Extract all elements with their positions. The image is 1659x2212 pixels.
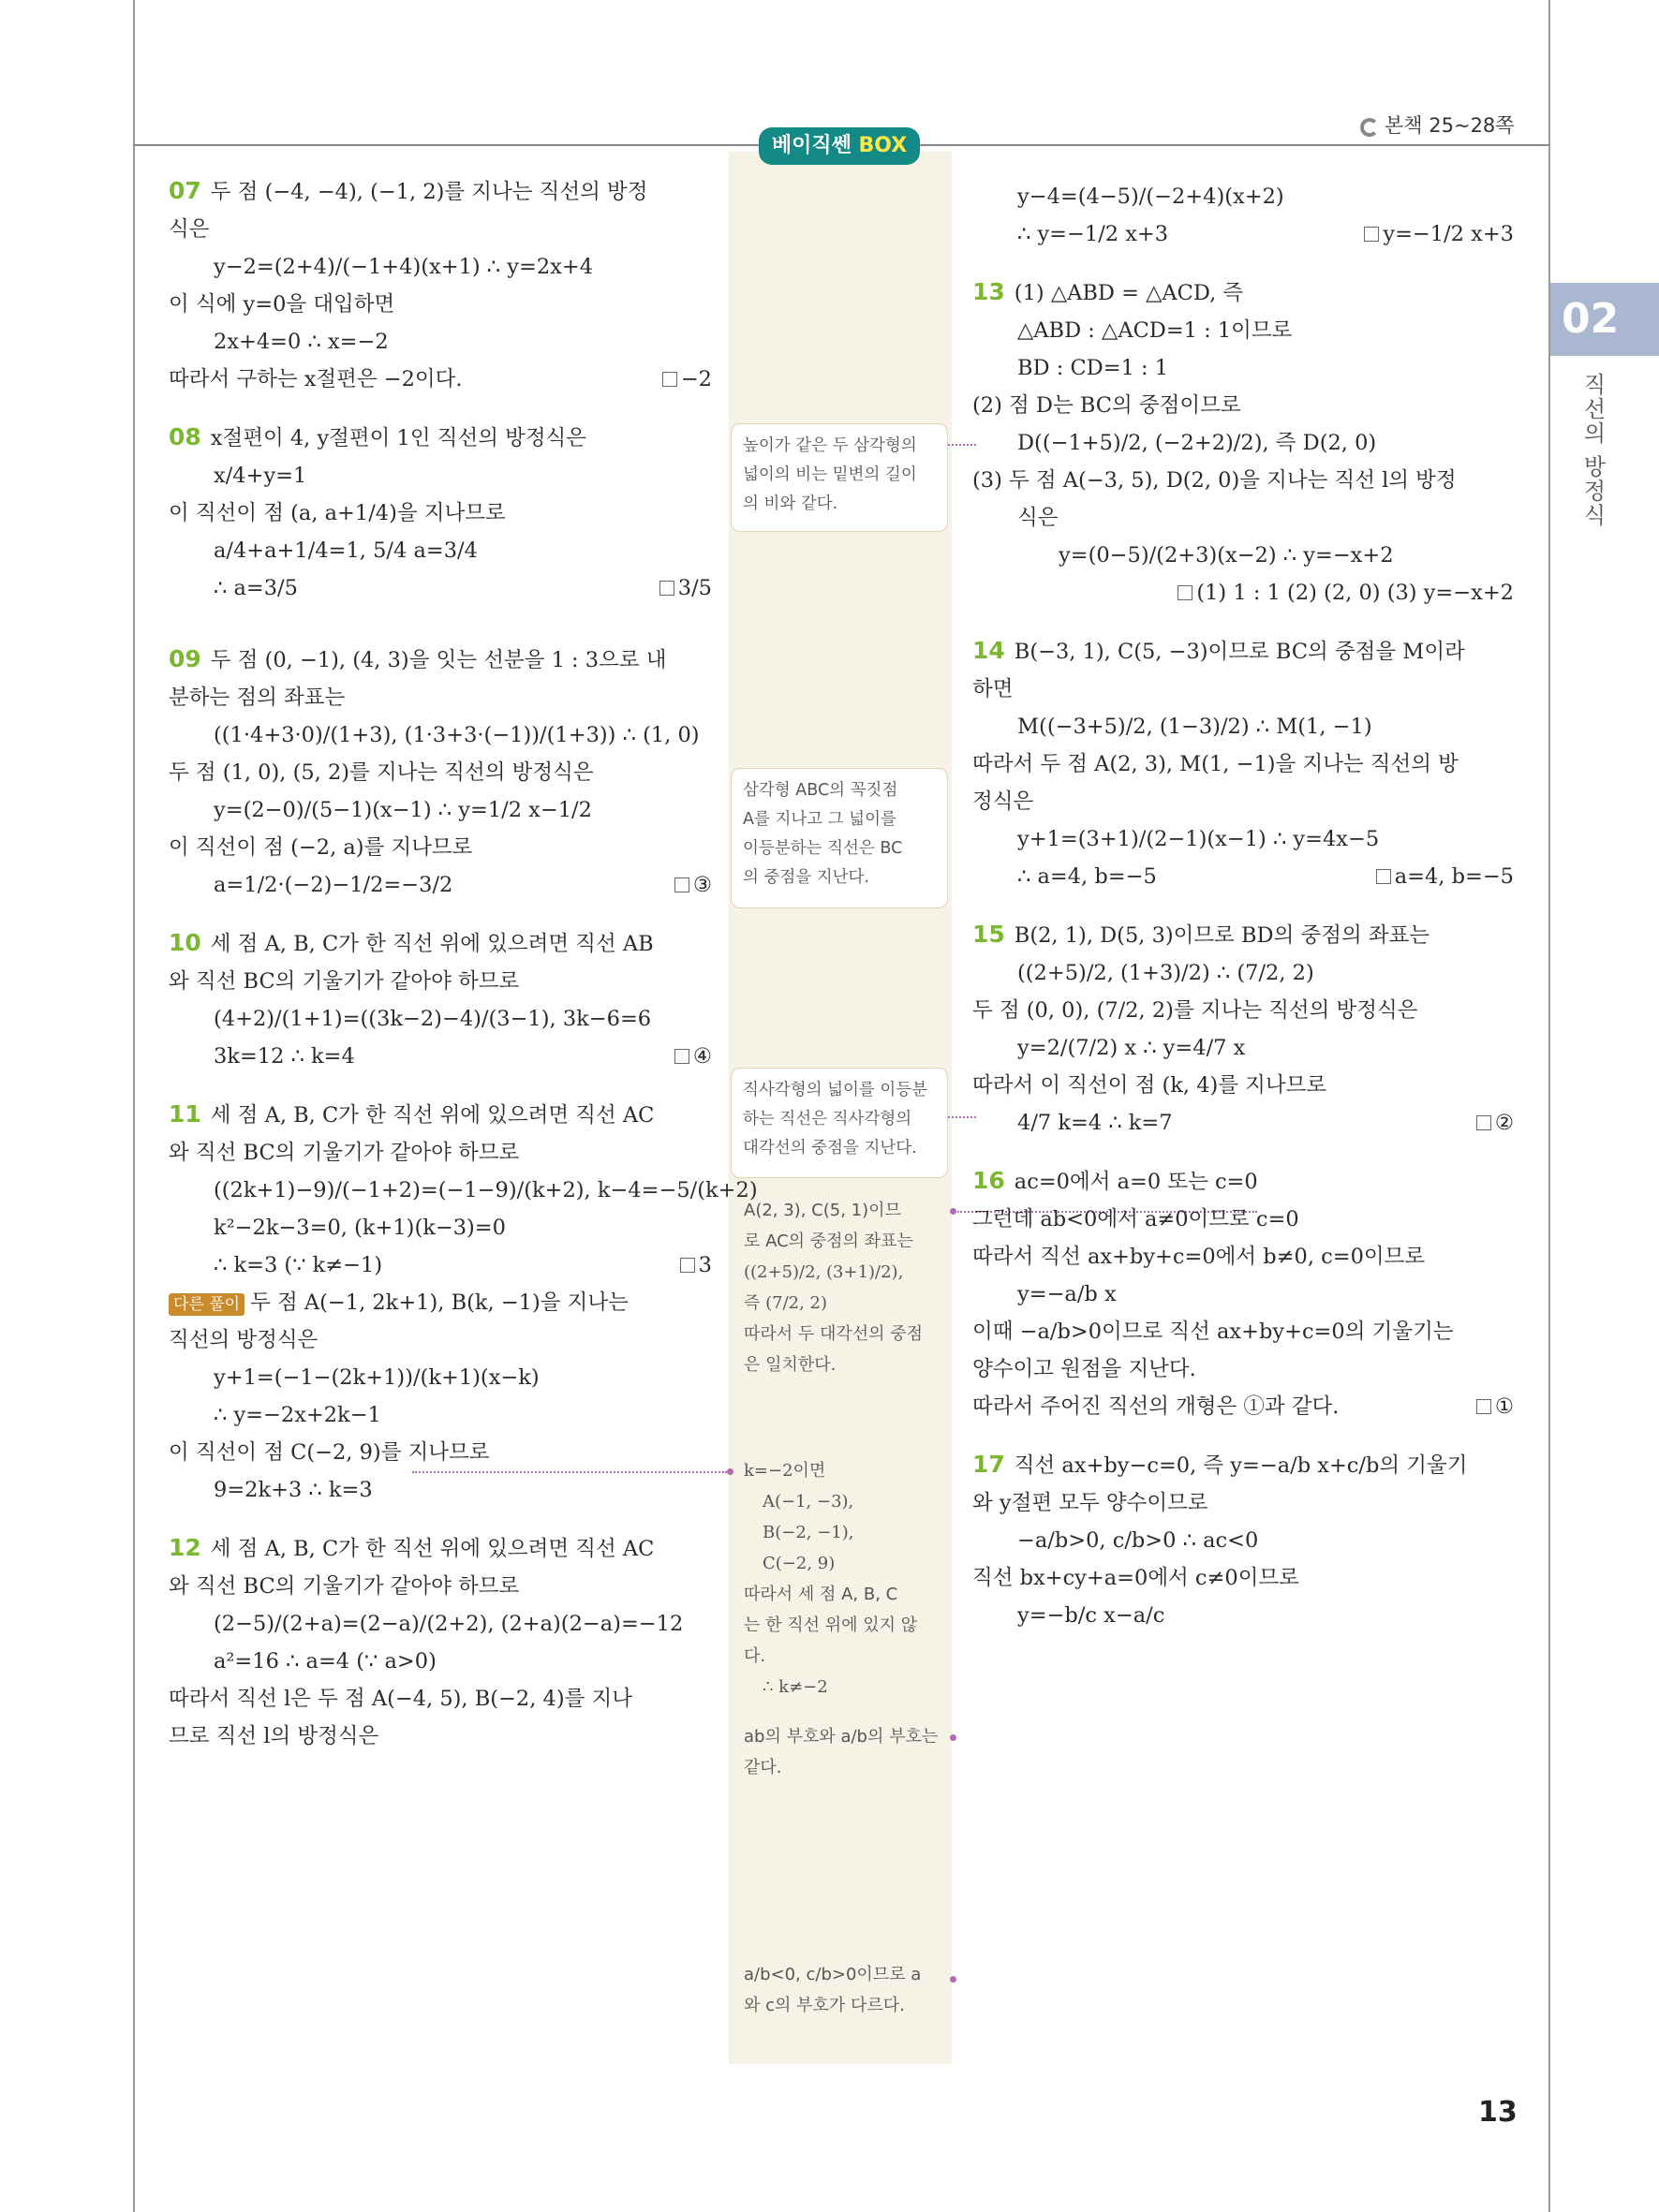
text-line: 정식은 bbox=[972, 789, 1034, 814]
text: a=1/2·(−2)−1/2=−3/2 bbox=[214, 873, 453, 897]
problem-17 bbox=[972, 1446, 1514, 1484]
math-line: ((2+5)/2, (1+3)/2) ∴ (7/2, 2) bbox=[1017, 961, 1314, 985]
text-line: 이 직선이 점 (−2, a)를 지나므로 bbox=[169, 835, 473, 860]
answer bbox=[1476, 1104, 1514, 1142]
note-line: ((2+5)/2, (3+1)/2), bbox=[744, 1262, 904, 1282]
book-ref-icon bbox=[1360, 118, 1379, 137]
text: ∴ y=−1/2 x+3 bbox=[1017, 222, 1169, 246]
problem-number: 15 bbox=[972, 921, 1005, 948]
math-line: y+1=(3+1)/(2−1)(x−1) ∴ y=4x−5 bbox=[1017, 827, 1380, 851]
math-line: y−2=(2+4)/(−1+4)(x+1) ∴ y=2x+4 bbox=[214, 255, 594, 279]
math-line: M((−3+5)/2, (1−3)/2) ∴ M(1, −1) bbox=[1017, 715, 1372, 739]
side-note-1 bbox=[731, 423, 948, 532]
problem-13 bbox=[972, 273, 1514, 312]
text-line: 이 직선이 점 C(−2, 9)를 지나므로 bbox=[169, 1440, 490, 1465]
note-line: A를 지나고 그 넓이를 bbox=[743, 810, 896, 829]
answer bbox=[662, 361, 712, 398]
problem-number: 14 bbox=[972, 637, 1005, 664]
text-line: 직선 ax+by−c=0, 즉 y=−a/b x+c/b의 기울기 bbox=[1014, 1453, 1468, 1478]
math-line: a²=16 ∴ a=4 (∵ a>0) bbox=[214, 1649, 437, 1674]
math-line bbox=[169, 1246, 712, 1284]
note-line: k=−2이면 bbox=[744, 1461, 826, 1481]
math-line bbox=[972, 858, 1514, 895]
text-line: 두 점 (0, −1), (4, 3)을 잇는 선분을 1 : 3으로 내 bbox=[210, 648, 667, 672]
text-line: 와 직선 BC의 기울기가 같아야 하므로 bbox=[169, 1141, 520, 1165]
side-note-6 bbox=[744, 1721, 944, 1783]
left-margin-line bbox=[133, 0, 135, 2212]
text-line: 따라서 직선 ax+by+c=0에서 b≠0, c=0이므로 bbox=[972, 1245, 1426, 1269]
note-line: a/b<0, c/b>0이므로 a bbox=[744, 1965, 922, 1984]
text-line: 세 점 A, B, C가 한 직선 위에 있으려면 직선 AB bbox=[210, 932, 654, 956]
problem-number: 09 bbox=[169, 645, 201, 672]
answer-icon bbox=[1178, 585, 1192, 600]
answer bbox=[674, 1038, 712, 1075]
text-line: (1) △ABD = △ACD, 즉 bbox=[1014, 281, 1244, 305]
text-line: 양수이고 원점을 지난다. bbox=[972, 1357, 1196, 1381]
chapter-tab: 02 bbox=[1550, 283, 1659, 356]
text: 두 점 A(−1, 2k+1), B(k, −1)을 지나는 bbox=[250, 1290, 629, 1315]
answer-icon bbox=[1476, 1115, 1491, 1130]
problem-14 bbox=[972, 632, 1514, 671]
math-line bbox=[169, 569, 712, 607]
problem-16 bbox=[972, 1162, 1514, 1201]
answer-value: ③ bbox=[692, 873, 712, 897]
note-line: 은 일치한다. bbox=[744, 1355, 837, 1375]
math-line: y=2/(7/2) x ∴ y=4/7 x bbox=[1017, 1036, 1246, 1060]
text-line: 분하는 점의 좌표는 bbox=[169, 686, 346, 710]
note-line: 와 c의 부호가 다르다. bbox=[744, 1996, 905, 2015]
answer-icon bbox=[680, 1258, 695, 1273]
connector-dot bbox=[727, 1468, 733, 1475]
answer bbox=[1178, 574, 1514, 612]
text-line: 므로 직선 l의 방정식은 bbox=[169, 1724, 379, 1748]
alt-solution-tag: 다른 풀이 bbox=[169, 1293, 244, 1316]
answer-icon bbox=[1364, 227, 1379, 242]
problem-11 bbox=[169, 1096, 712, 1134]
side-note-2 bbox=[731, 768, 948, 908]
text-line: 와 y절편 모두 양수이므로 bbox=[972, 1491, 1208, 1515]
answer-icon bbox=[674, 1049, 689, 1064]
right-column bbox=[972, 178, 1514, 1634]
math-line: a/4+a+1/4=1, 5/4 a=3/4 bbox=[214, 538, 478, 563]
problem-08 bbox=[169, 419, 712, 457]
text: 4/7 k=4 ∴ k=7 bbox=[1017, 1111, 1173, 1135]
answer-icon bbox=[662, 372, 677, 387]
answer-icon bbox=[674, 877, 689, 892]
math-line bbox=[169, 866, 712, 904]
problem-number: 10 bbox=[169, 929, 201, 956]
answer bbox=[1476, 1388, 1514, 1425]
problem-09 bbox=[169, 641, 712, 679]
problem-12 bbox=[169, 1529, 712, 1568]
math-line: BD : CD=1 : 1 bbox=[1017, 356, 1169, 380]
answer-value: a=4, b=−5 bbox=[1394, 864, 1514, 889]
text: ∴ a=4, b=−5 bbox=[1017, 864, 1157, 889]
text-line: 따라서 직선 l은 두 점 A(−4, 5), B(−2, 4)를 지나 bbox=[169, 1687, 632, 1711]
text-line: 그런데 ab<0에서 a≠0이므로 c=0 bbox=[972, 1207, 1299, 1231]
note-line: 삼각형 ABC의 꼭짓점 bbox=[743, 781, 898, 800]
math-line: y=−a/b x bbox=[1017, 1282, 1117, 1306]
answer-line bbox=[972, 574, 1514, 612]
answer bbox=[680, 1246, 712, 1284]
problem-number: 12 bbox=[169, 1534, 201, 1561]
math-line: y+1=(−1−(2k+1))/(k+1)(x−k) bbox=[214, 1365, 540, 1390]
text: 3k=12 ∴ k=4 bbox=[214, 1044, 355, 1069]
note-line: 직사각형의 넓이를 이등분 bbox=[743, 1081, 928, 1099]
note-line: 같다. bbox=[744, 1758, 782, 1777]
note-line: C(−2, 9) bbox=[763, 1554, 836, 1573]
math-line bbox=[972, 1104, 1514, 1142]
problem-number: 17 bbox=[972, 1451, 1005, 1478]
note-line: 의 비와 같다. bbox=[743, 494, 838, 513]
problem-07 bbox=[169, 172, 712, 211]
math-line: D((−1+5)/2, (−2+2)/2), 즉 D(2, 0) bbox=[1017, 431, 1377, 455]
problem-number: 07 bbox=[169, 177, 201, 204]
text-line: 세 점 A, B, C가 한 직선 위에 있으려면 직선 AC bbox=[210, 1103, 655, 1128]
math-line: y=(2−0)/(5−1)(x−1) ∴ y=1/2 x−1/2 bbox=[214, 798, 592, 822]
text-line: 두 점 (0, 0), (7/2, 2)를 지나는 직선의 방정식은 bbox=[972, 998, 1418, 1023]
math-line: k²−2k−3=0, (k+1)(k−3)=0 bbox=[214, 1216, 506, 1240]
text-line: 두 점 (−4, −4), (−1, 2)를 지나는 직선의 방정 bbox=[210, 180, 648, 204]
math-line: y−4=(4−5)/(−2+4)(x+2) bbox=[1017, 184, 1284, 209]
text-line: (2) 점 D는 BC의 중점이므로 bbox=[972, 393, 1241, 418]
note-line: 의 중점을 지난다. bbox=[743, 868, 870, 887]
note-line: ab의 부호와 a/b의 부호는 bbox=[744, 1727, 939, 1747]
math-line: −a/b>0, c/b>0 ∴ ac<0 bbox=[1017, 1528, 1259, 1553]
problem-number: 11 bbox=[169, 1100, 201, 1128]
note-line: 따라서 두 대각선의 중점 bbox=[744, 1324, 924, 1344]
answer-value: ② bbox=[1494, 1111, 1514, 1135]
text-line: (3) 두 점 A(−3, 5), D(2, 0)을 지나는 직선 l의 방정 bbox=[972, 468, 1457, 493]
text-line: 세 점 A, B, C가 한 직선 위에 있으려면 직선 AC bbox=[210, 1537, 655, 1561]
text-line: 따라서 두 점 A(2, 3), M(1, −1)을 지나는 직선의 방 bbox=[972, 752, 1459, 776]
alt-solution bbox=[169, 1284, 712, 1321]
text-line: B(−3, 1), C(5, −3)이므로 BC의 중점을 M이라 bbox=[1014, 640, 1465, 664]
answer bbox=[674, 866, 712, 904]
note-line: 따라서 세 점 A, B, C bbox=[744, 1585, 898, 1604]
text-line: 직선의 방정식은 bbox=[169, 1328, 318, 1352]
answer-value: 3/5 bbox=[677, 576, 712, 600]
note-line: 넓이의 비는 밑변의 길이 bbox=[743, 465, 917, 484]
problem-10 bbox=[169, 924, 712, 963]
answer-icon bbox=[1476, 1399, 1491, 1414]
answer-value: ① bbox=[1494, 1394, 1514, 1419]
side-note-4 bbox=[744, 1195, 944, 1380]
math-line: 2x+4=0 ∴ x=−2 bbox=[214, 330, 389, 354]
problem-number: 08 bbox=[169, 423, 201, 450]
text-line: B(2, 1), D(5, 3)이므로 BD의 중점의 좌표는 bbox=[1014, 923, 1430, 948]
problem-number: 13 bbox=[972, 278, 1005, 305]
math-line: ((1·4+3·0)/(1+3), (1·3+3·(−1))/(1+3)) ∴ (1, 0) bbox=[214, 723, 700, 747]
text-line bbox=[972, 1388, 1514, 1425]
text-line: x절편이 4, y절편이 1인 직선의 방정식은 bbox=[210, 426, 587, 450]
answer bbox=[659, 569, 712, 607]
chapter-title: 직선의 방정식 bbox=[1579, 373, 1606, 528]
note-line: 하는 직선은 직사각형의 bbox=[743, 1110, 912, 1128]
note-line: 즉 (7/2, 2) bbox=[744, 1293, 828, 1313]
text-line: 식은 bbox=[169, 217, 210, 242]
connector-dot bbox=[950, 1208, 956, 1215]
book-reference bbox=[1360, 111, 1515, 139]
answer-value: y=−1/2 x+3 bbox=[1383, 222, 1514, 246]
text: 따라서 주어진 직선의 개형은 ①과 같다. bbox=[972, 1394, 1340, 1419]
side-note-3 bbox=[731, 1068, 948, 1178]
text: 따라서 구하는 x절편은 −2이다. bbox=[169, 367, 463, 391]
book-ref-text: 본책 25~28쪽 bbox=[1385, 114, 1515, 137]
answer-value: ④ bbox=[692, 1044, 712, 1069]
side-note-5 bbox=[744, 1455, 944, 1703]
math-line bbox=[972, 215, 1514, 253]
text-line: 직선 bx+cy+a=0에서 c≠0이므로 bbox=[972, 1566, 1299, 1590]
note-line: 는 한 직선 위에 있지 않 bbox=[744, 1615, 918, 1635]
text-line: 두 점 (1, 0), (5, 2)를 지나는 직선의 방정식은 bbox=[169, 760, 594, 785]
page-number: 13 bbox=[1478, 2096, 1518, 2129]
problem-number: 16 bbox=[972, 1167, 1005, 1194]
note-line: 로 AC의 중점의 좌표는 bbox=[744, 1231, 913, 1251]
math-line: y=−b/c x−a/c bbox=[1017, 1603, 1165, 1628]
basic-box-title bbox=[759, 127, 920, 165]
math-line: ((2k+1)−9)/(−1+2)=(−1−9)/(k+2), k−4=−5/(k+2) bbox=[214, 1178, 758, 1202]
math-line: ∴ y=−2x+2k−1 bbox=[214, 1403, 381, 1427]
text-line: 이때 −a/b>0이므로 직선 ax+by+c=0의 기울기는 bbox=[972, 1320, 1454, 1344]
left-column bbox=[169, 172, 758, 1755]
note-line: 다. bbox=[744, 1646, 766, 1666]
side-note-7 bbox=[744, 1959, 944, 2021]
answer bbox=[1376, 858, 1514, 895]
answer bbox=[1364, 215, 1514, 253]
note-line: B(−2, −1), bbox=[763, 1523, 854, 1542]
math-line bbox=[169, 1038, 712, 1075]
note-line: A(2, 3), C(5, 1)이므 bbox=[744, 1201, 901, 1220]
text-line bbox=[169, 361, 712, 398]
answer-icon bbox=[659, 581, 674, 596]
text-line: 하면 bbox=[972, 677, 1014, 701]
text-line: ac=0에서 a=0 또는 c=0 bbox=[1014, 1170, 1258, 1194]
note-line: A(−1, −3), bbox=[763, 1492, 854, 1512]
math-line: x/4+y=1 bbox=[214, 464, 307, 488]
text-line: 이 식에 y=0을 대입하면 bbox=[169, 292, 395, 317]
text: ∴ k=3 (∵ k≠−1) bbox=[214, 1253, 383, 1277]
text-line: △ABD : △ACD=1 : 1이므로 bbox=[1017, 318, 1293, 343]
text: ∴ a=3/5 bbox=[214, 576, 298, 600]
note-line: 높이가 같은 두 삼각형의 bbox=[743, 436, 917, 455]
note-line: 이등분하는 직선은 BC bbox=[743, 839, 903, 858]
note-line: ∴ k≠−2 bbox=[763, 1677, 828, 1697]
connector-dot bbox=[950, 1976, 956, 1983]
answer-value: 3 bbox=[698, 1253, 712, 1277]
answer-value: (1) 1 : 1 (2) (2, 0) (3) y=−x+2 bbox=[1196, 581, 1514, 605]
math-line: (4+2)/(1+1)=((3k−2)−4)/(3−1), 3k−6=6 bbox=[214, 1007, 652, 1031]
text-line: 와 직선 BC의 기울기가 같아야 하므로 bbox=[169, 969, 520, 994]
box-title-prefix: 베이직쎈 bbox=[771, 134, 852, 157]
box-title-suffix: BOX bbox=[858, 134, 908, 157]
note-line: 대각선의 중점을 지난다. bbox=[743, 1139, 917, 1158]
text-line: 따라서 이 직선이 점 (k, 4)를 지나므로 bbox=[972, 1073, 1327, 1098]
math-line: (2−5)/(2+a)=(2−a)/(2+2), (2+a)(2−a)=−12 bbox=[214, 1612, 684, 1636]
text-line: 식은 bbox=[1017, 506, 1059, 530]
answer-icon bbox=[1376, 869, 1391, 884]
answer-value: −2 bbox=[680, 367, 712, 391]
math-line: 9=2k+3 ∴ k=3 bbox=[214, 1478, 373, 1502]
text-line: 와 직선 BC의 기울기가 같아야 하므로 bbox=[169, 1574, 520, 1599]
problem-15 bbox=[972, 916, 1514, 954]
text-line: 이 직선이 점 (a, a+1/4)을 지나므로 bbox=[169, 501, 506, 525]
math-line: y=(0−5)/(2+3)(x−2) ∴ y=−x+2 bbox=[1059, 543, 1394, 568]
connector-dot bbox=[950, 1734, 956, 1741]
